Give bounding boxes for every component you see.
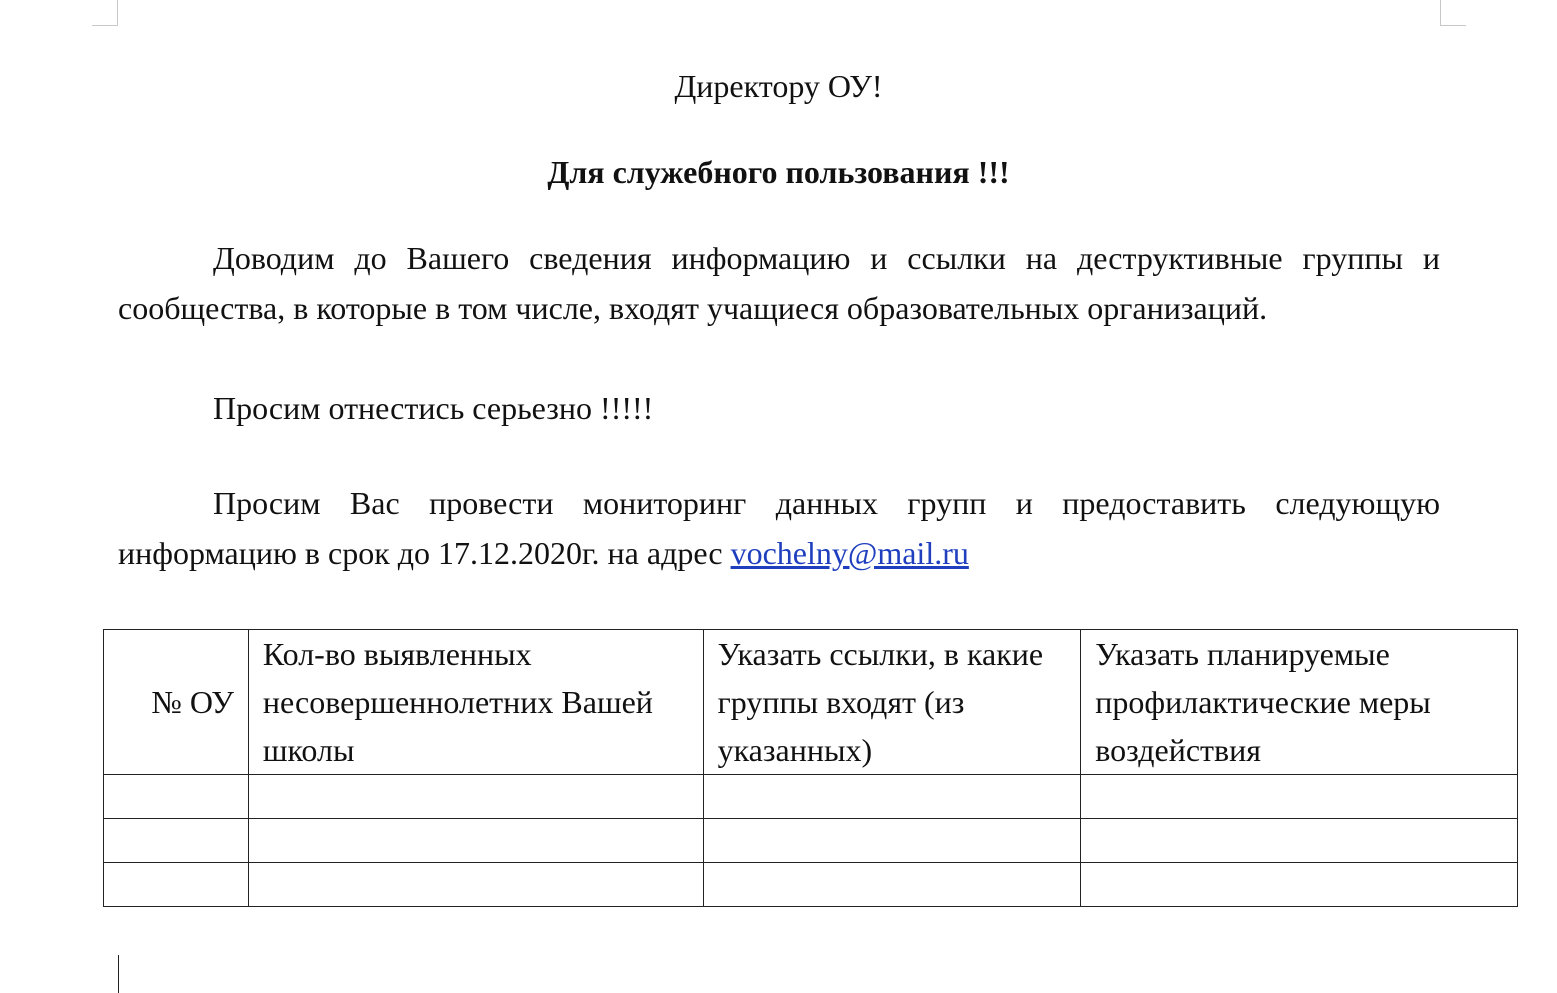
page-corner-mark-top-right	[1440, 0, 1466, 26]
table-cell[interactable]	[703, 775, 1081, 819]
table-cell[interactable]	[703, 819, 1081, 863]
table-cell[interactable]	[1081, 775, 1518, 819]
text-cursor	[118, 955, 119, 993]
header-school-number: № ОУ	[104, 630, 249, 775]
paragraph-monitoring-request	[118, 478, 1440, 578]
table-header-row	[104, 630, 1518, 775]
table-cell[interactable]	[1081, 819, 1518, 863]
document-subtitle: Для служебного пользования !!!	[547, 154, 1010, 190]
table-cell[interactable]	[104, 863, 249, 907]
report-table	[103, 629, 1518, 907]
paragraph-request-serious: Просим отнестись серьезно !!!!!	[213, 390, 654, 426]
table-cell[interactable]	[1081, 863, 1518, 907]
table-row	[104, 819, 1518, 863]
header-group-links: Указать ссылки, в какие группы входят (из указанных)	[703, 630, 1081, 775]
paragraph-info: Доводим до Вашего сведения информацию и ссылки на деструктивные группы и сообщества, в которые в том числе, входят учащиеся образовательных организаций.	[118, 240, 1440, 326]
table-cell[interactable]	[248, 775, 703, 819]
paragraph-monitoring-text: Просим Вас провести мониторинг данных групп и предоставить следующую информацию в срок до 17.12.2020г. на адрес	[118, 485, 1440, 571]
table-cell[interactable]	[104, 819, 249, 863]
email-link[interactable]: vochelny@mail.ru	[730, 535, 969, 571]
header-preventive-measures: Указать планируемые профилактические меры воздействия	[1081, 630, 1518, 775]
header-minors-count: Кол-во выявленных несовершеннолетних Вашей школы	[248, 630, 703, 775]
table-cell[interactable]	[248, 863, 703, 907]
table-cell[interactable]	[104, 775, 249, 819]
table-row	[104, 775, 1518, 819]
table-row	[104, 863, 1518, 907]
document-title: Директору ОУ!	[674, 68, 883, 104]
table-cell[interactable]	[703, 863, 1081, 907]
table-cell[interactable]	[248, 819, 703, 863]
page-corner-mark-top-left	[92, 0, 118, 26]
